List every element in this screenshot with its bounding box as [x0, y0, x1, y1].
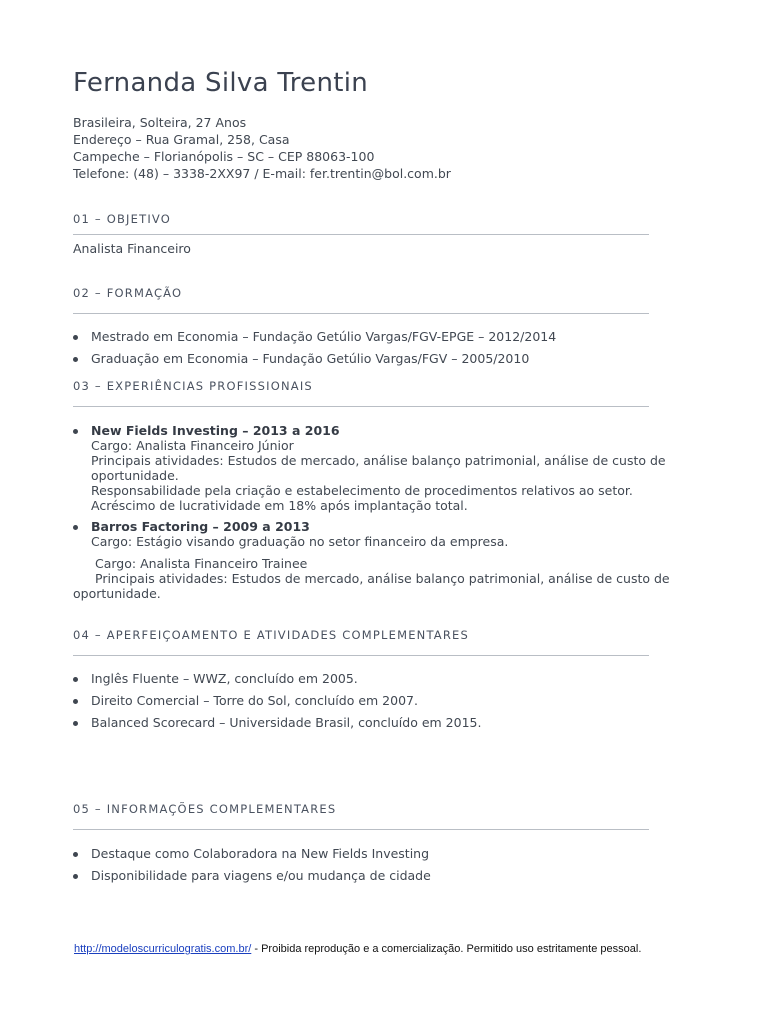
- job-entry: [73, 423, 713, 513]
- bullet-icon: [73, 429, 78, 434]
- section-title-objetivo: 01 – OBJETIVO: [73, 212, 172, 226]
- job-line: Acréscimo de lucratividade em 18% após implantação total.: [91, 498, 468, 513]
- resume-page: Fernanda Silva Trentin Brasileira, Solteira, 27 Anos Endereço – Rua Gramal, 258, Casa Campeche – Florianópolis – SC – CEP 88063-100 Telefone: (48) – 3338-2XX97 / E-mail: fer.trentin@bol.com.br 01 – OBJETIVO Analista Financeiro 02 – FORMAÇÃO Mestrado em Economia – Fundação Getúlio Vargas/FGV-EPGE – 2012/2014 Graduação em Economia – Fundação Getúlio Vargas/FGV – 2005/2010 03 – EXPERIÊNCIAS PROFISSIONAIS New Fields Investing – 2013 a 2016 Cargo: Analista Financeiro Júnior Principais atividades: Estudos de mercado, análise balanço patrimonial, análise de custo de oportunidade. Responsabilidade pela criação e estabelecimento de procedimentos relativos ao setor. Acréscimo de lucratividade em 18% após implantação total. Barros Factoring – 2009 a 2013 Cargo: Estágio visando graduação no setor financeiro da empresa. Cargo: Analista Financeiro Trainee Principais atividades: Estudos de mercado, análise balanço patrimonial, análise de custo de oportunidade. 04 – APERFEIÇOAMENTO E ATIVIDADES COMPLEMENTARES Inglês Fluente – WWZ, concluído em 2005. Direito Comercial – Torre do Sol, concluído em 2007. Balanced Scorecard – Universidade Brasil, concluído em 2015. 05 – INFORMAÇÕES COMPLEMENTARES Destaque como Colaboradora na New Fields Investing Disponibilidade para viagens e/ou mudança de cidade http://modeloscurriculogratis.com.br/ - Proibida reprodução e a comercialização. Permitido uso estritamente pessoal.: [0, 0, 768, 1024]
- job-line: Principais atividades: Estudos de mercado, análise balanço patrimonial, análise de custo de oportunidade.: [91, 453, 666, 483]
- job-heading: Barros Factoring – 2009 a 2013: [91, 519, 310, 534]
- job-line: Cargo: Analista Financeiro Júnior: [91, 438, 294, 453]
- bullet-icon: [73, 525, 78, 530]
- info-line: Telefone: (48) – 3338-2XX97 / E-mail: fer.trentin@bol.com.br: [73, 166, 451, 181]
- bullet-icon: [73, 721, 78, 726]
- candidate-name: Fernanda Silva Trentin: [73, 68, 369, 98]
- section-title-informacoes: 05 – INFORMAÇÕES COMPLEMENTARES: [73, 802, 337, 816]
- info-line: Brasileira, Solteira, 27 Anos: [73, 115, 247, 130]
- job-line: Principais atividades: Estudos de mercado, análise balanço patrimonial, análise de custo de oportunidade.: [73, 571, 670, 601]
- section-divider: [73, 234, 649, 235]
- section-divider: [73, 313, 649, 314]
- section-title-experiencias: 03 – EXPERIÊNCIAS PROFISSIONAIS: [73, 379, 313, 393]
- section-divider: [73, 829, 649, 830]
- bullet-icon: [73, 677, 78, 682]
- job-line: Responsabilidade pela criação e estabelecimento de procedimentos relativos ao setor.: [91, 483, 633, 498]
- info-line: Campeche – Florianópolis – SC – CEP 88063-100: [73, 149, 375, 164]
- objective-text: Analista Financeiro: [73, 241, 191, 256]
- job-line: Cargo: Analista Financeiro Trainee: [95, 556, 308, 571]
- bullet-icon: [73, 357, 78, 362]
- section-title-formacao: 02 – FORMAÇÃO: [73, 286, 183, 300]
- bullet-icon: [73, 699, 78, 704]
- job-entry: [73, 519, 713, 549]
- footer-text: - Proibida reprodução e a comercialização. Permitido uso estritamente pessoal.: [251, 943, 642, 955]
- section-divider: [73, 406, 649, 407]
- bullet-icon: [73, 852, 78, 857]
- personal-info: [73, 114, 451, 182]
- section-divider: [73, 655, 649, 656]
- info-line: Endereço – Rua Gramal, 258, Casa: [73, 132, 290, 147]
- job-extra: [73, 556, 713, 601]
- section-title-aperfeicoamento: 04 – APERFEIÇOAMENTO E ATIVIDADES COMPLEMENTARES: [73, 628, 470, 642]
- job-line: Cargo: Estágio visando graduação no setor financeiro da empresa.: [91, 534, 509, 549]
- footer-note: [74, 943, 641, 955]
- bullet-icon: [73, 335, 78, 340]
- job-heading: New Fields Investing – 2013 a 2016: [91, 423, 340, 438]
- bullet-icon: [73, 874, 78, 879]
- footer-link[interactable]: http://modeloscurriculogratis.com.br/: [74, 943, 252, 955]
